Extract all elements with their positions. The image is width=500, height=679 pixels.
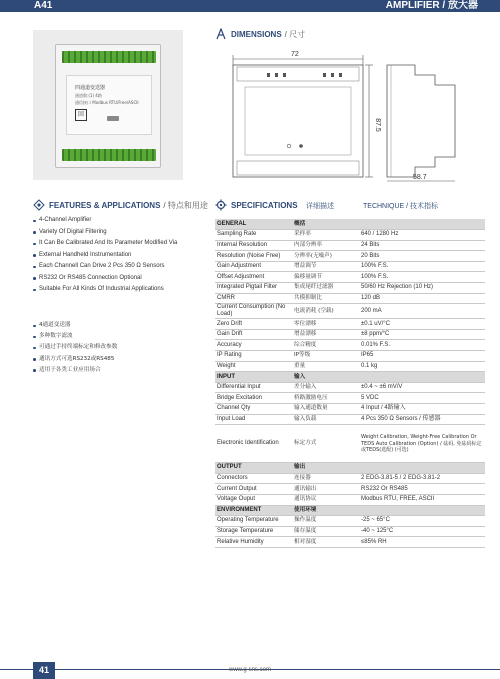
top-terminal-block [62,51,156,63]
spec-name-zh: 集成尾纤过滤器 [292,283,359,294]
product-photo [33,30,183,180]
feature-item: Suitable For All Kinds Of Industrial Applications [33,284,203,296]
spec-name-zh: 零位漂移 [292,319,359,330]
width-dimension-label: 72 [291,51,299,58]
spec-name-zh: IP等级 [292,351,359,362]
spec-name-en: OUTPUT [215,463,292,474]
diamond-icon [33,199,45,211]
spec-name-en: Offset Adjustment [215,272,292,283]
spec-row [215,340,485,351]
spec-row [215,526,485,537]
spec-name-en: Gain Adjustment [215,261,292,272]
spec-name-en: Differential Input [215,382,292,393]
spec-name-zh: 操作温度 [292,516,359,527]
spec-name-zh: 输入负载 [292,414,359,425]
spec-name-en: Operating Temperature [215,516,292,527]
spec-value [359,372,485,383]
spec-row [215,404,485,415]
spec-name-zh: 标定方式 [292,425,359,463]
spec-name-en: Relative Humidity [215,537,292,548]
spec-value: 100% F.S. [359,272,485,283]
feature-item-zh: 可通过手持终端标定和修改参数 [33,342,203,353]
spec-name-en: Current Output [215,484,292,495]
spec-name-en: ENVIRONMENT [215,505,292,516]
specifications-header [215,199,298,211]
spec-name-en: Gain Drift [215,329,292,340]
device-label-channels: 通道数:(1) 4路 [75,93,102,98]
feature-item-zh: 多种数字滤波 [33,331,203,342]
spec-name-zh: 连接器 [292,473,359,484]
spec-row [215,319,485,330]
spec-name-zh: 综合精度 [292,340,359,351]
spec-value: 640 / 1280 Hz [359,230,485,241]
spec-name-en: IP Rating [215,351,292,362]
depth-dimension-label: 58.7 [413,174,427,181]
spec-name-en: GENERAL [215,219,292,230]
spec-name-en: Resolution (Noise Free) [215,251,292,262]
spec-row [215,283,485,294]
bottom-terminal-block [62,149,156,161]
device-label-interface: 通信接口 Modbus RTU/Free/ASCII [75,100,139,105]
spec-row [215,329,485,340]
amplifier-device-image [55,44,161,168]
spec-row [215,537,485,548]
feature-item-zh: 4通道变送器 [33,320,203,331]
spec-row [215,251,485,262]
spec-value: Weight Calibration, Weight-Free Calibration Or TEDS Auto Calibration (Option) / 砝码, 免砝码标定或TEDS(选配) (可选) [359,425,485,463]
spec-row [215,382,485,393]
spec-name-zh: 采样率 [292,230,359,241]
device-logo: 回 [75,109,87,121]
spec-row [215,230,485,241]
features-list-en [33,215,203,296]
spec-name-zh: 桥路激励电压 [292,393,359,404]
spec-value: 4 Pcs 350 Ω Sensors / 传感器 [359,414,485,425]
spec-group-row [215,219,485,230]
product-code: A41 [34,0,53,11]
spec-group-row [215,505,485,516]
device-usb-port [107,116,119,121]
spec-value: 200 mA [359,304,485,319]
spec-value: ≤85% RH [359,537,485,548]
spec-value: ±0.4 ~ ±6 mV/V [359,382,485,393]
spec-name-en: Current Consumption (No Load) [215,304,292,319]
spec-name-zh: 输入 [292,372,359,383]
spec-name-zh: 偏移量调节 [292,272,359,283]
height-dimension-label: 87.5 [374,118,381,132]
spec-name-en: CMRR [215,293,292,304]
spec-name-zh: 内部分辨率 [292,240,359,251]
spec-name-en: Zero Drift [215,319,292,330]
gear-icon [215,199,227,211]
spec-value: 20 Bits [359,251,485,262]
features-title-en: FEATURES & APPLICATIONS [49,200,161,210]
features-header [33,199,208,211]
spec-name-zh: 储存温度 [292,526,359,537]
spec-value: 4 Input / 4路输入 [359,404,485,415]
feature-item: It Can Be Calibrated And Its Parameter Modified Via [33,238,203,250]
spec-group-row [215,463,485,474]
spec-value [359,505,485,516]
spec-name-zh: 输入通道数量 [292,404,359,415]
spec-value [359,219,485,230]
spec-row [215,494,485,505]
spec-name-zh: 共模抑制比 [292,293,359,304]
spec-name-zh: 概括 [292,219,359,230]
spec-name-zh: 差分输入 [292,382,359,393]
spec-name-zh: 增益漂移 [292,329,359,340]
spec-value: ±0.1 uV/°C [359,319,485,330]
spec-name-zh: 通讯协议 [292,494,359,505]
spec-name-zh: 增益调节 [292,261,359,272]
device-front-panel [66,75,152,135]
spec-name-en: Input Load [215,414,292,425]
spec-name-en: Weight [215,361,292,372]
spec-name-en: Connectors [215,473,292,484]
spec-name-zh: 电流消耗 (空载) [292,304,359,319]
spec-name-zh: 使用环境 [292,505,359,516]
spec-row [215,261,485,272]
spec-name-en: Storage Temperature [215,526,292,537]
spec-detail-col-title: 详细描述 [306,202,334,210]
spec-group-row [215,372,485,383]
spec-row [215,361,485,372]
spec-row [215,304,485,319]
compass-icon [215,28,227,40]
spec-name-en: Accuracy [215,340,292,351]
spec-row [215,351,485,362]
spec-row [215,393,485,404]
dimensions-title-en: DIMENSIONS [231,29,282,39]
spec-row [215,516,485,527]
dimensions-header [215,28,305,40]
specifications-table [215,219,485,548]
spec-name-en: INPUT [215,372,292,383]
dimensions-title-zh: / 尺寸 [284,29,306,39]
spec-name-en: Integrated Pigtail Filter [215,283,292,294]
spec-value: 2 EDG-3.81-5 / 2 EDG-3.81-2 [359,473,485,484]
spec-name-en: Internal Resolution [215,240,292,251]
feature-item: 4-Channel Amplifier [33,215,203,227]
spec-row [215,240,485,251]
features-title-zh: / 特点和用途 [163,200,208,210]
spec-value: -40 ~ 125°C [359,526,485,537]
features-list-zh [33,320,203,376]
spec-row [215,484,485,495]
spec-value: RS232 Or RS485 [359,484,485,495]
spec-name-en: Bridge Excitation [215,393,292,404]
spec-name-en: Voltage Ouput [215,494,292,505]
feature-item: Variety Of Digital Filtering [33,227,203,239]
product-category: AMPLIFIER / 放大器 [385,0,478,11]
feature-item: External Handheld Instrumentation [33,250,203,262]
spec-name-zh: 输出 [292,463,359,474]
feature-item-zh: 适用于各类工业应用场合 [33,365,203,376]
spec-name-en: Channel Qty [215,404,292,415]
spec-name-zh: 通讯输出 [292,484,359,495]
device-label-title: 四通道变送器 [75,85,106,91]
spec-row [215,414,485,425]
spec-name-zh: 相对湿度 [292,537,359,548]
spec-technique-col-title: TECHNIQUE / 技术指标 [363,203,439,210]
website-link[interactable]: www.g-sns.com [228,667,271,673]
spec-name-en: Electronic Identification [215,425,292,463]
side-view [387,65,455,177]
spec-value: 24 Bits [359,240,485,251]
spec-name-zh: 重量 [292,361,359,372]
spec-name-en: Sampling Rate [215,230,292,241]
spec-value: ±8 ppm/°C [359,329,485,340]
feature-item: Each Channell Can Drive 2 Pcs 350 Ω Sensors [33,261,203,273]
spec-value: 100% F.S. [359,261,485,272]
spec-value [359,463,485,474]
spec-value: -25 ~ 65°C [359,516,485,527]
spec-value: 50/60 Hz Rejection (10 Hz) [359,283,485,294]
dimension-drawings [215,45,485,185]
spec-value: 0.01% F.S. [359,340,485,351]
top-bar [0,0,500,12]
feature-item-zh: 通讯方式可选RS232或RS485 [33,354,203,365]
spec-name-zh: 分辨率(无噪声) [292,251,359,262]
spec-value: IP65 [359,351,485,362]
spec-row [215,293,485,304]
spec-value: 5 VDC [359,393,485,404]
spec-value: Modbus RTU, FREE, ASCII [359,494,485,505]
spec-value: 0.1 kg [359,361,485,372]
spec-row [215,272,485,283]
front-view [233,65,363,177]
feature-item: RS232 Or RS485 Connection Optional [33,273,203,285]
specifications-title-en: SPECIFICATIONS [231,200,298,210]
spec-value: 120 dB [359,293,485,304]
spec-row [215,473,485,484]
page-number: 41 [33,662,55,679]
spec-row [215,425,485,463]
